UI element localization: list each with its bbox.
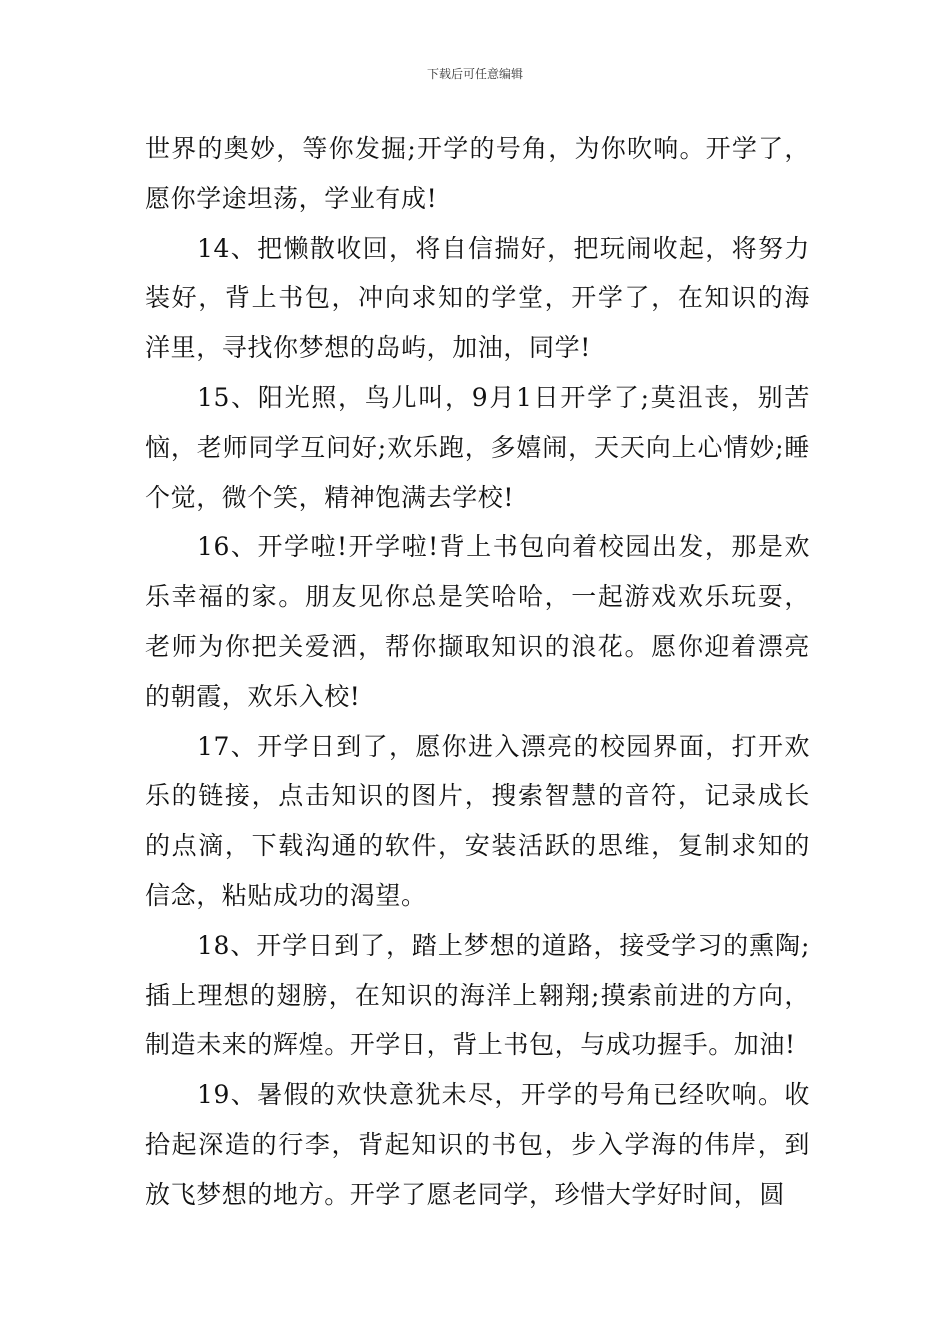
paragraph-item-15: 15、阳光照，鸟儿叫，9月1日开学了;莫沮丧，别苦恼，老师同学互问好;欢乐跑，多嬉闹，天天向上心情妙;睡个觉，微个笑，精神饱满去学校! <box>145 382 810 512</box>
page-header: 下载后可任意编辑 <box>426 67 523 81</box>
paragraph-item-16: 16、开学啦!开学啦!背上书包向着校园出发，那是欢乐幸福的家。朋友见你总是笑哈哈，一起游戏欢乐玩耍，老师为你把关爱洒，帮你撷取知识的浪花。愿你迎着漂亮的朝霞，欢乐入校! <box>145 532 810 711</box>
paragraph-item-17: 17、开学日到了，愿你进入漂亮的校园界面，打开欢乐的链接，点击知识的图片，搜索智慧的音符，记录成长的点滴，下载沟通的软件，安装活跃的思维，复制求知的信念，粘贴成功的渴望。 <box>145 731 810 910</box>
paragraph-item-19: 19、暑假的欢快意犹未尽，开学的号角已经吹响。收拾起深造的行李，背起知识的书包，步入学海的伟岸，到放飞梦想的地方。开学了愿老同学，珍惜大学好时间，圆 <box>145 1080 810 1209</box>
paragraph-continuation: 世界的奥妙，等你发掘;开学的号角，为你吹响。开学了，愿你学途坦荡，学业有成! <box>145 134 810 213</box>
paragraph-item-14: 14、把懒散收回，将自信揣好，把玩闹收起，将努力装好，背上书包，冲向求知的学堂，开学了，在知识的海洋里，寻找你梦想的岛屿，加油，同学! <box>145 233 810 363</box>
paragraph-item-18: 18、开学日到了，踏上梦想的道路，接受学习的熏陶;插上理想的翅膀，在知识的海洋上翱翔;摸索前进的方向，制造未来的辉煌。开学日，背上书包，与成功握手。加油! <box>145 930 810 1060</box>
document-body <box>145 124 810 1220</box>
